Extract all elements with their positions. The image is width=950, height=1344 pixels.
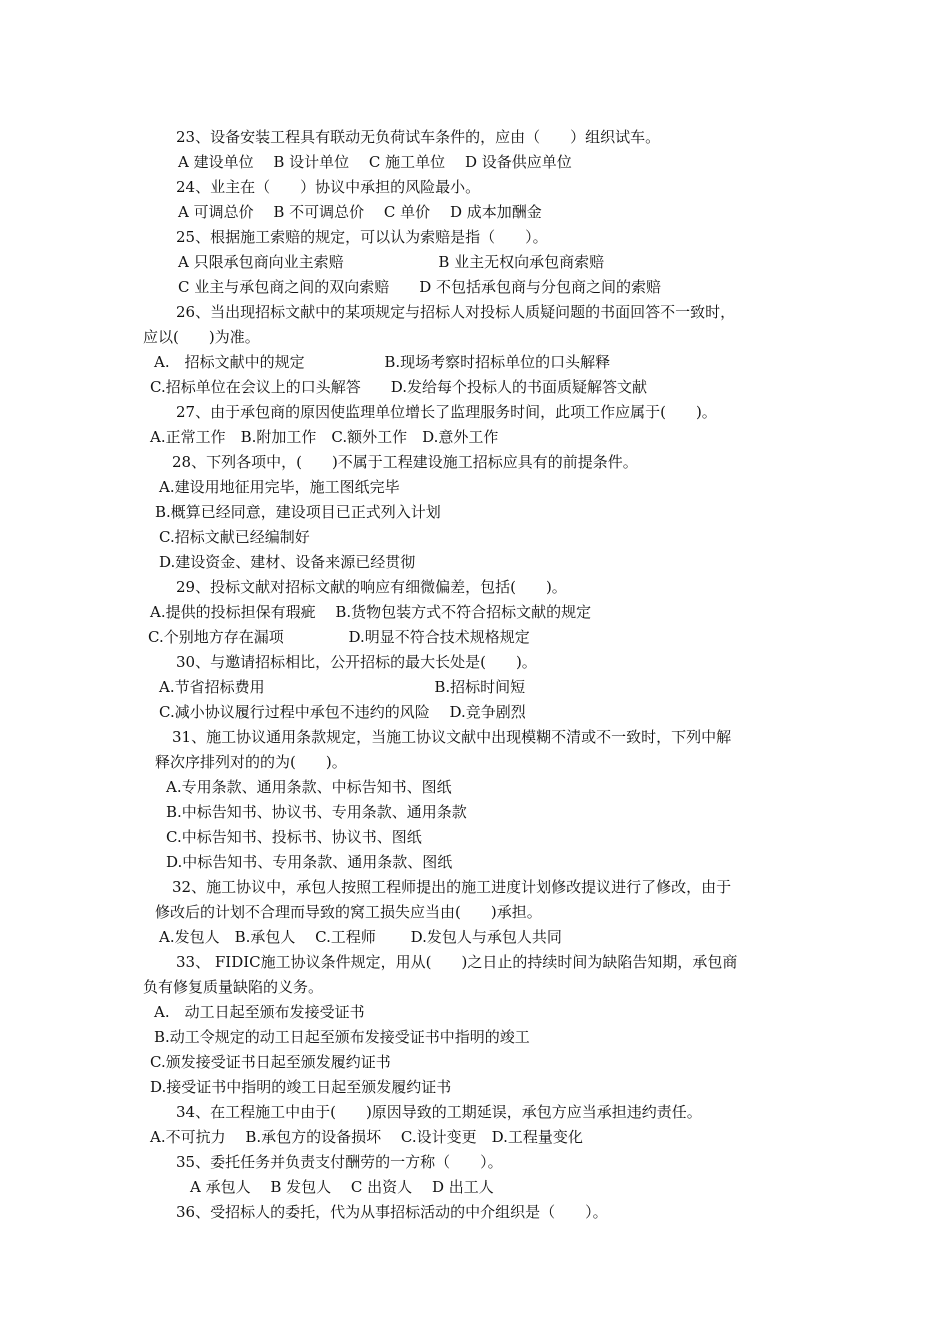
q36-question: 36、受招标人的委托，代为从事招标活动的中介组织是（ ）。: [176, 1203, 608, 1221]
q30-options-ab: A.节省招标费用 B.招标时间短: [159, 678, 526, 696]
q32-options: A.发包人 B.承包人 C.工程师 D.发包人与承包人共同: [159, 928, 562, 946]
q28-option-a: A.建设用地征用完毕，施工图纸完毕: [159, 478, 400, 496]
q31-option-b: B.中标告知书、协议书、专用条款、通用条款: [166, 803, 467, 821]
q31-option-c: C.中标告知书、投标书、协议书、图纸: [166, 828, 422, 846]
q26-options-ab: A. 招标文献中的规定 B.现场考察时招标单位的口头解释: [154, 353, 611, 371]
q28-option-d: D.建设资金、建材、设备来源已经贯彻: [159, 553, 416, 571]
q27-question: 27、由于承包商的原因使监理单位增长了监理服务时间，此项工作应属于( )。: [176, 403, 717, 421]
q25-options-ab: A 只限承包商向业主索赔 B 业主无权向承包商索赔: [178, 253, 605, 271]
q28-question: 28、下列各项中，( )不属于工程建设施工招标应具有的前提条件。: [172, 453, 638, 471]
q30-options-cd: C.减小协议履行过程中承包不违约的风险 D.竞争剧烈: [159, 703, 526, 721]
q34-question: 34、在工程施工中由于( )原因导致的工期延误，承包方应当承担违约责任。: [176, 1103, 702, 1121]
q34-options: A.不可抗力 B.承包方的设备损坏 C.设计变更 D.工程量变化: [150, 1128, 583, 1146]
q35-options: A 承包人 B 发包人 C 出资人 D 出工人: [190, 1178, 494, 1196]
q26-question: 26、当出现招标文献中的某项规定与招标人对投标人质疑问题的书面回答不一致时，: [176, 303, 736, 321]
q28-option-c: C.招标文献已经编制好: [159, 528, 310, 546]
q29-options-ab: A.提供的投标担保有瑕疵 B.货物包装方式不符合招标文献的规定: [150, 603, 592, 621]
q32-question: 32、施工协议中，承包人按照工程师提出的施工进度计划修改提议进行了修改，由于: [172, 878, 732, 896]
q33-question: 33、 FIDIC施工协议条件规定，用从( )之日止的持续时间为缺陷告知期，承包商: [176, 953, 738, 971]
q33-question-cont: 负有修复质量缺陷的义务。: [143, 978, 324, 996]
q29-question: 29、投标文献对招标文献的响应有细微偏差，包括( )。: [176, 578, 567, 596]
q33-option-a: A. 动工日起至颁布发接受证书: [154, 1003, 365, 1021]
q32-question-cont: 修改后的计划不合理而导致的窝工损失应当由( )承担。: [155, 903, 542, 921]
q25-options-cd: C 业主与承包商之间的双向索赔 D 不包括承包商与分包商之间的索赔: [178, 278, 662, 296]
q31-question: 31、施工协议通用条款规定，当施工协议文献中出现模糊不清或不一致时，下列中解: [172, 728, 732, 746]
q24-question: 24、业主在（ ）协议中承担的风险最小。: [176, 178, 481, 196]
q23-question: 23、设备安装工程具有联动无负荷试车条件的，应由（ ）组织试车。: [176, 128, 661, 146]
q24-options: A 可调总价 B 不可调总价 C 单价 D 成本加酬金: [178, 203, 542, 221]
q29-options-cd: C.个别地方存在漏项 D.明显不符合技术规格规定: [148, 628, 530, 646]
q23-options: A 建设单位 B 设计单位 C 施工单位 D 设备供应单位: [178, 153, 572, 171]
q26-options-cd: C.招标单位在会议上的口头解答 D.发给每个投标人的书面质疑解答文献: [150, 378, 647, 396]
q27-options: A.正常工作 B.附加工作 C.额外工作 D.意外工作: [150, 428, 499, 446]
q33-option-c: C.颁发接受证书日起至颁发履约证书: [150, 1053, 391, 1071]
q33-option-b: B.动工令规定的动工日起至颁布发接受证书中指明的竣工: [154, 1028, 530, 1046]
q31-question-cont: 释次序排列对的的为( )。: [155, 753, 347, 771]
q31-option-a: A.专用条款、通用条款、中标告知书、图纸: [166, 778, 452, 796]
q33-option-d: D.接受证书中指明的竣工日起至颁发履约证书: [150, 1078, 452, 1096]
q26-question-cont: 应以( )为准。: [143, 328, 260, 346]
q28-option-b: B.概算已经同意，建设项目已正式列入计划: [155, 503, 441, 521]
q25-question: 25、根据施工索赔的规定，可以认为索赔是指（ ）。: [176, 228, 548, 246]
q30-question: 30、与邀请招标相比，公开招标的最大长处是( )。: [176, 653, 537, 671]
q35-question: 35、委托任务并负责支付酬劳的一方称（ ）。: [176, 1153, 503, 1171]
q31-option-d: D.中标告知书、专用条款、通用条款、图纸: [166, 853, 453, 871]
